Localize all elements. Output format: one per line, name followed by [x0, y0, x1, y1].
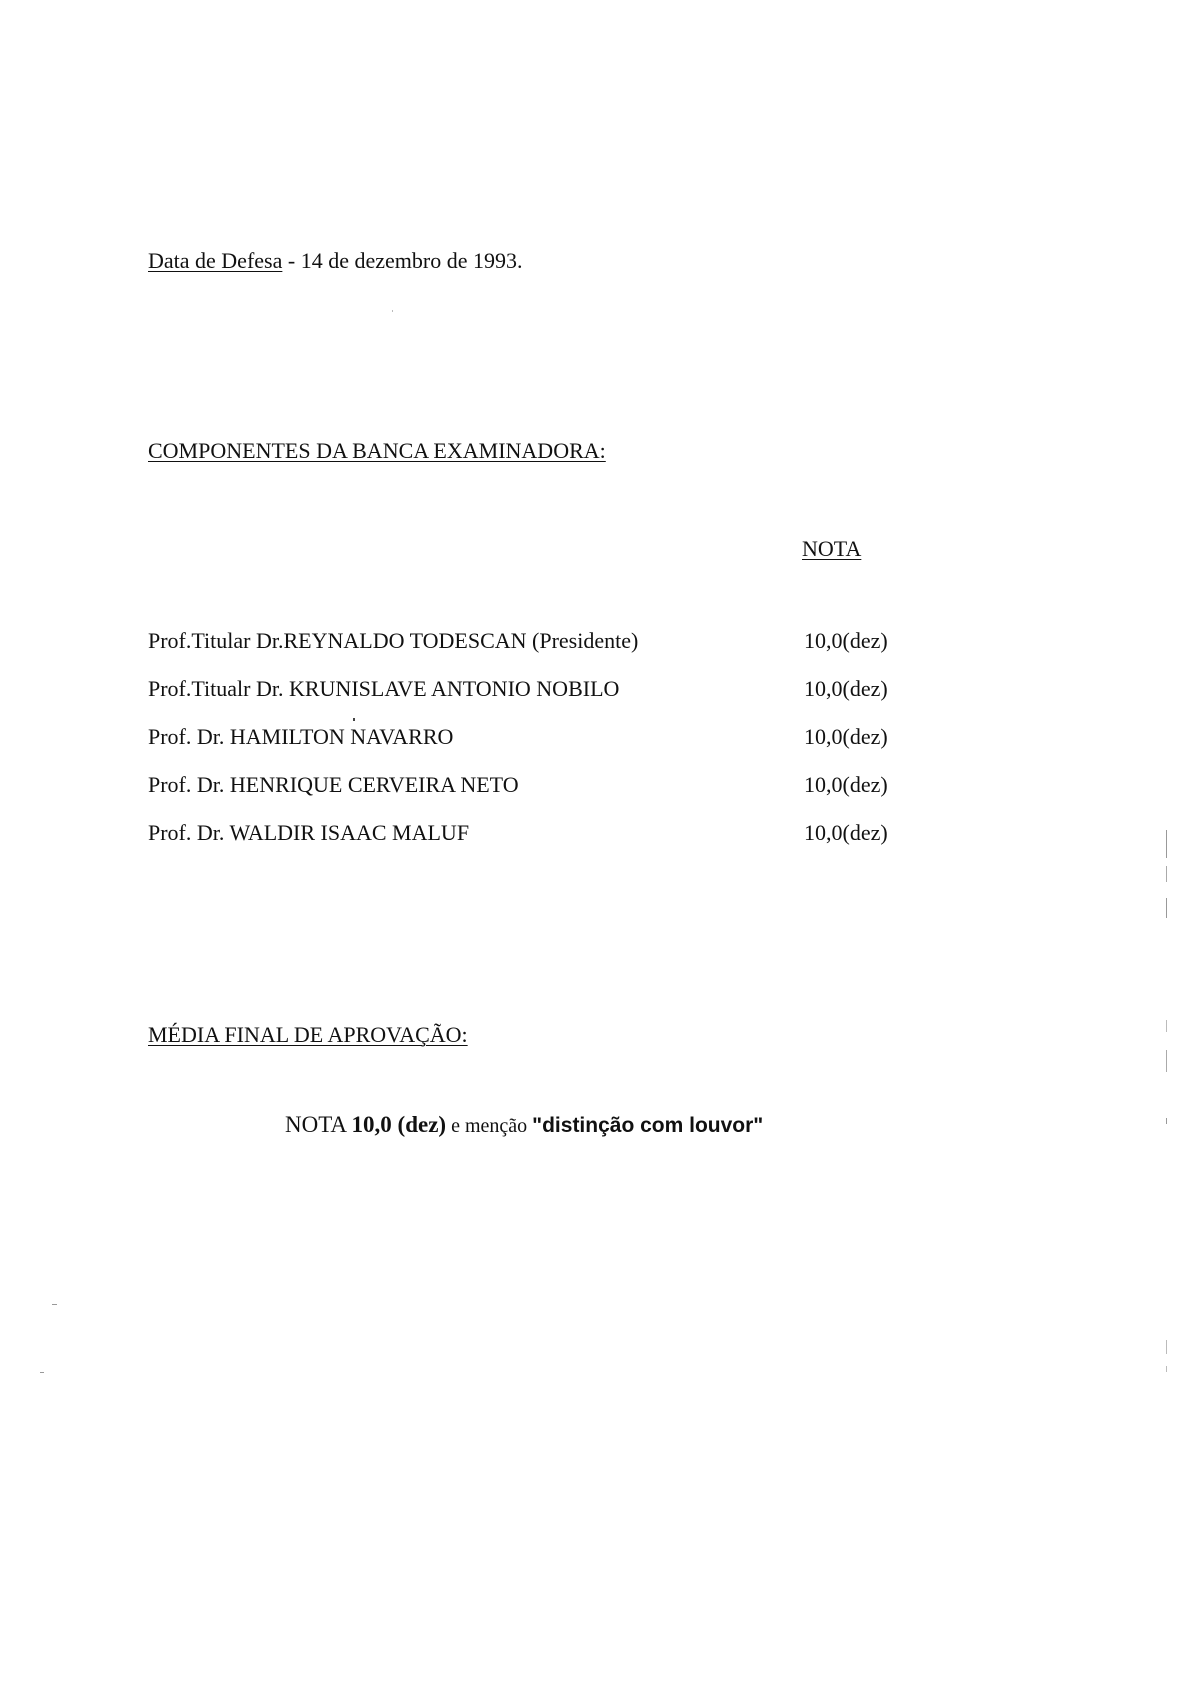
board-member-row — [148, 724, 948, 772]
board-members-list — [148, 628, 948, 868]
defense-date-separator: - — [282, 248, 301, 273]
scan-speck — [353, 718, 355, 721]
scan-speck — [40, 1372, 44, 1373]
board-member-name: Prof. Dr. WALDIR ISAAC MALUF — [148, 820, 470, 845]
board-member-grade: 10,0(dez) — [804, 772, 888, 797]
board-member-grade: 10,0(dez) — [804, 676, 888, 701]
scan-speck — [1166, 1050, 1167, 1072]
board-section-title: COMPONENTES DA BANCA EXAMINADORA: — [148, 438, 606, 463]
board-member-row — [148, 772, 948, 820]
board-member-name: Prof. Dr. HAMILTON NAVARRO — [148, 724, 454, 749]
scan-speck — [1166, 1118, 1167, 1124]
board-member-name: Prof.Titular Dr.REYNALDO TODESCAN (Presidente) — [148, 628, 639, 653]
final-result-grade: 10,0 (dez) — [351, 1112, 447, 1137]
scan-speck — [1166, 1020, 1167, 1032]
final-result-mention: "distinção com louvor" — [532, 1114, 764, 1137]
scan-speck — [1166, 898, 1167, 918]
defense-date-label: Data de Defesa — [148, 248, 283, 273]
board-member-row — [148, 628, 948, 676]
board-member-row — [148, 676, 948, 724]
scan-speck — [1166, 866, 1167, 882]
final-average-title: MÉDIA FINAL DE APROVAÇÃO: — [148, 1022, 468, 1047]
board-member-grade: 10,0(dez) — [804, 724, 888, 749]
board-member-name: Prof.Titualr Dr. KRUNISLAVE ANTONIO NOBILO — [148, 676, 620, 701]
board-member-row — [148, 820, 948, 868]
final-result-line — [285, 1112, 763, 1138]
board-member-grade: 10,0(dez) — [804, 820, 888, 845]
grade-column-header: NOTA — [802, 536, 862, 561]
final-result-prefix: NOTA — [285, 1112, 352, 1137]
board-member-grade: 10,0(dez) — [804, 628, 888, 653]
scan-speck — [1166, 830, 1167, 858]
board-member-name: Prof. Dr. HENRIQUE CERVEIRA NETO — [148, 772, 519, 797]
defense-date-line — [148, 248, 522, 274]
scan-speck — [1166, 1366, 1167, 1372]
scan-speck — [392, 310, 393, 312]
scan-speck — [52, 1304, 57, 1305]
scan-speck — [1166, 1340, 1167, 1354]
final-result-connector: e menção — [446, 1115, 533, 1137]
defense-date-value: 14 de dezembro de 1993. — [300, 248, 523, 273]
